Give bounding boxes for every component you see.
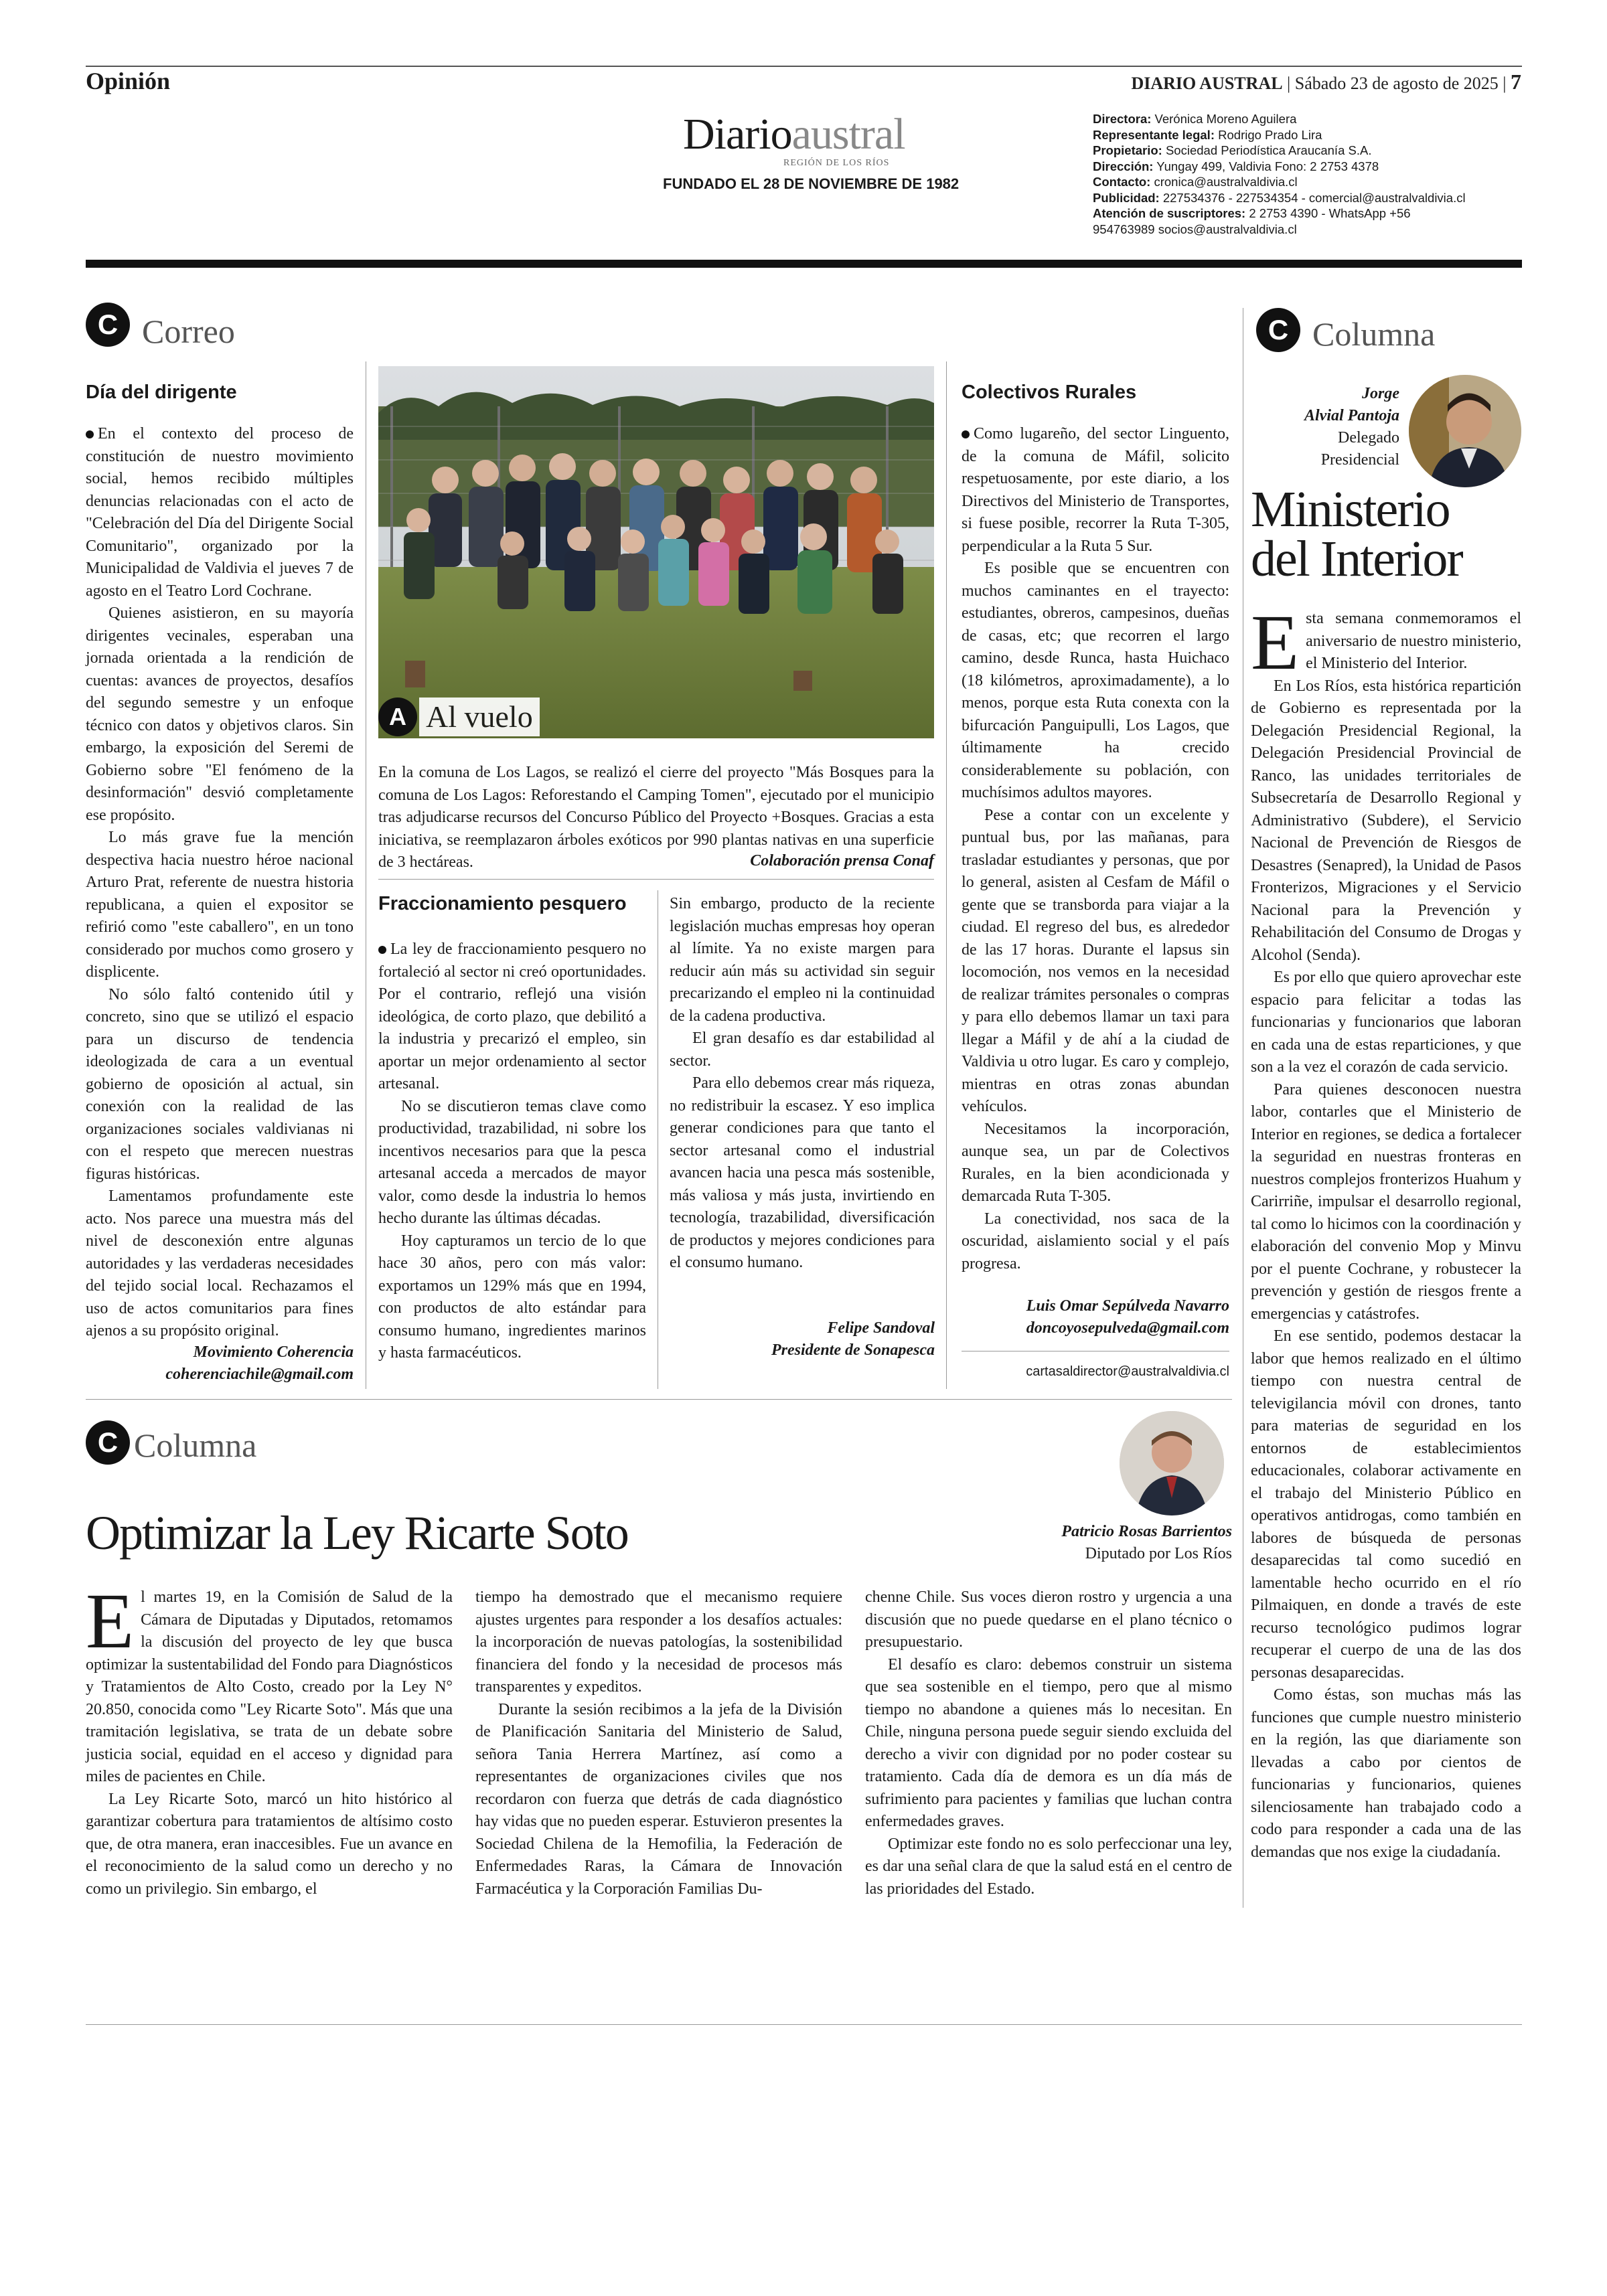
column-title-line: Ministerio <box>1251 481 1450 538</box>
caption-text: En la comuna de Los Lagos, se realizó el cierre del proyecto "Más Bosques para la comuna de Los Lagos: Reforestando el Camping Tomen", ejecutado por el municipio tras adjudicarse recursos del Concurso Público del Proyecto +Bosques. Gracias a esta iniciativa, se reemplazaron árboles exóticos por 990 plantas nativas en una superficie de 3 hectáreas. <box>378 764 934 871</box>
paragraph: Optimizar este fondo no es solo perfeccionar una ley, es dar una señal clara de que la salud está en el centro de las prioridades del Estado. <box>865 1835 1232 1898</box>
signature-email: coherenciachile@gmail.com <box>165 1366 354 1383</box>
section-label-columna: Columna <box>1312 315 1436 353</box>
header-sep: | <box>1503 74 1511 93</box>
paragraph: Es posible que se encuentren con muchos caminantes en el trayecto: estudiantes, obreros, campesinos, dueñas de casas, etc; que recorren el largo camino, desde Runca, hasta Huichaco (18 kilómetros, aproximadamente), a lo menos, porque esta Ruta conexta con la bifurcación Panguipulli, Los Lagos, que últimamente ha crecido considerablemente su población, con muchísimos adultos mayores. <box>962 560 1229 801</box>
paragraph: Para quienes desconocen nuestra labor, contarles que el Ministerio de Interior en regiones, se dedica a fortalecer la seguridad en nuestras fronteras en nuestros complejos fronterizos Huahum y Carirriñe, impulsar el desarrollo regional, tal como lo hicimos con la coordinación y elaboración del convenio Mop y Minvu por el puente Cochrane, y robustecer la prevención y gestión de riesgos frente a emergencias y catástrofes. <box>1251 1080 1521 1323</box>
paragraph: Sin embargo, producto de la reciente legislación muchas empresas hoy operan al límite. Ya no existe margen para reducir aún más su actividad sin seguir precarizando el empleo ni la continuidad de la cadena productiva. <box>670 895 935 1025</box>
header-sep: | <box>1287 74 1295 93</box>
page-header-info <box>1131 70 1521 94</box>
author-role: Presidencial <box>1320 451 1399 469</box>
top-rule <box>86 66 1522 67</box>
article-title: Colectivos Rurales <box>962 382 1137 403</box>
section-rule <box>378 879 934 880</box>
paragraph: En Los Ríos, esta histórica repartición de Gobierno es representada por la Delegación Presidencial Regional, la Delegación Presidencial Provincial de Ranco, las unidades territoriales de Subsecretaría de Desarrollo Regional y Administrativo (Subdere), el Servicio Nacional de Prevención de Riesgos de Desastres (Senapred), la Unidad de Pasos Fronterizos, Migraciones y el Servicio Nacional para la Prevención y Rehabilitación del Consumo de Drogas y Alcohol (Senda). <box>1251 677 1521 964</box>
section-badge: C <box>86 303 130 347</box>
logo-word-1: Diario <box>683 110 792 159</box>
column-title <box>1251 481 1462 587</box>
paragraph: La ley de fraccionamiento pesquero no fortaleció al sector ni creó oportunidades. Por el contrario, reflejó una visión ideológica, de corto plazo, que debilitó a la industria y precarizó el empleo, sin aportar un mejor ordenamiento al sector artesanal. <box>378 940 646 1092</box>
bullet-icon <box>378 946 386 954</box>
masthead-row: Atención de suscriptores: 2 2753 4390 - WhatsApp +56 954763989 socios@australvaldivia.cl <box>1093 206 1411 236</box>
author-avatar <box>1409 375 1521 487</box>
article-body-fraccionamiento-col1 <box>378 938 646 1365</box>
paragraph: En ese sentido, podemos destacar la labor que hemos realizado en el último tiempo con nuestra central de televigilancia móvil con drones, tanto para materias de seguridad en los entornos de establecimientos educacionales, colaborar activamente en el trabajo del Ministerio Público en operativos antidrogas, como también en labores de búsqueda de personas desaparecidas tal como sucedió en lamentable hecho ocurrido en el río Pilmaiquen, en donde a través de este recurso tecnológico pudimos lograr recuperar el cuerpo de una de las dos personas desaparecidas. <box>1251 1327 1521 1682</box>
paragraph: La Ley Ricarte Soto, marcó un hito histórico al garantizar cobertura para tratamientos de altísimo costo que, de otra manera, eran inaccesibles. Fue un avance en el reconocimiento de la salud como un derecho y no como un privilegio. Sin embargo, el <box>86 1790 453 1898</box>
logo-subtitle: REGIÓN DE LOS RÍOS <box>783 158 890 168</box>
logo-word-2: austral <box>791 110 905 159</box>
founded-line: FUNDADO EL 28 DE NOVIEMBRE DE 1982 <box>663 175 960 192</box>
article-signature <box>670 1317 935 1362</box>
article-body-colectivos <box>962 423 1229 1275</box>
signature-name: Felipe Sandoval <box>827 1319 935 1337</box>
author-block <box>951 1521 1232 1565</box>
masthead-staff <box>1093 111 1468 237</box>
paragraph: tiempo ha demostrado que el mecanismo requiere ajustes urgentes para responder a los desafíos actuales: la incorporación de nuevas patologías, la sostenibilidad financiera del fondo y la necesidad de procesos más transparentes y expeditos. <box>475 1588 842 1696</box>
column-body-ministerio <box>1251 598 1521 1864</box>
article-body-dia-dirigente <box>86 423 354 1343</box>
masthead-row: Representante legal: Rodrigo Prado Lira <box>1093 127 1322 142</box>
paragraph: Como lugareño, del sector Linguento, de la comuna de Máfil, solicito respetuosamente, por este diario, a los Directivos del Ministerio de Transportes, si fuese posible, recorrer la Ruta T-305, perpendicular a la Ruta 5 Sur. <box>962 425 1229 555</box>
section-name: Opinión <box>86 68 171 94</box>
signature-email: doncoyosepulveda@gmail.com <box>1026 1319 1229 1337</box>
paragraph: chenne Chile. Sus voces dieron rostro y urgencia a una discusión que no puede quedarse en el plano técnico o presupuestario. <box>865 1588 1232 1651</box>
article-title: Fraccionamiento pesquero <box>378 893 627 914</box>
paper-name: DIARIO AUSTRAL <box>1131 74 1283 93</box>
paragraph: Esta semana conmemoramos el aniversario de nuestro ministerio, el Ministerio del Interior. <box>1251 598 1521 686</box>
paragraph: En el contexto del proceso de constitución de nuestro movimiento social, hemos recibido múltiples denuncias relacionadas con el acto de "Celebración del Día del Dirigente Social Comunitario", organizado por la Municipalidad de Valdivia el jueves 7 de agosto en el Teatro Lord Cochrane. <box>86 425 354 600</box>
author-block <box>1256 383 1399 471</box>
signature-name: Movimiento Coherencia <box>193 1343 354 1361</box>
masthead-row: Directora: Verónica Moreno Aguilera <box>1093 112 1297 126</box>
article-signature <box>962 1295 1229 1339</box>
footer-rule <box>86 2024 1522 2025</box>
bullet-icon <box>962 430 970 438</box>
article-title: Día del dirigente <box>86 382 237 403</box>
author-name: Patricio Rosas Barrientos <box>1061 1523 1232 1540</box>
article-body-fraccionamiento-col2 <box>670 893 935 1275</box>
column-title-line: del Interior <box>1251 531 1462 587</box>
masthead-row: Dirección: Yungay 499, Valdivia Fono: 2 2753 4378 <box>1093 159 1379 173</box>
section-rule <box>86 1399 1232 1400</box>
author-avatar <box>1120 1411 1224 1515</box>
author-portrait <box>1120 1411 1224 1515</box>
paragraph: Es por ello que quiero aprovechar este espacio para felicitar a todas las funcionarias y funcionarios que laboran en cada una de estas reparticiones, y que son a la vez el corazón de cada servicio. <box>1251 969 1521 1076</box>
author-last-name: Alvial Pantoja <box>1304 407 1399 424</box>
author-role: Delegado <box>1338 429 1399 446</box>
section-label-columna: Columna <box>134 1426 257 1464</box>
issue-date: Sábado 23 de agosto de 2025 <box>1294 74 1499 93</box>
column-body-ricarte-col2 <box>475 1586 842 1900</box>
signature-role: Presidente de Sonapesca <box>771 1341 935 1359</box>
paragraph: La conectividad, nos saca de la oscuridad, aislamiento social y el país progresa. <box>962 1210 1229 1273</box>
paragraph: Quienes asistieron, en su mayoría dirigentes vecinales, esperaban una jornada orientada a la rendición de cuentas: avances de proyectos, desafíos del segundo semestre y un enfoque técnico con datos y objetivos claros. Sin embargo, la exposición del Seremi de Gobierno sobre "El fenómeno de la desinformación" desvió completamente ese propósito. <box>86 604 354 824</box>
paragraph: Lamentamos profundamente este acto. Nos parece una muestra más del nivel de desconexión entre algunas autoridades y las verdaderas necesidades del tejido social local. Rechazamos el uso de actos comunitarios para fines ajenos a su propósito original. <box>86 1187 354 1339</box>
author-role: Diputado por Los Ríos <box>1085 1545 1232 1562</box>
column-body-ricarte-col1 <box>86 1577 453 1900</box>
article-signature <box>86 1341 354 1386</box>
paragraph: El gran desafío es dar estabilidad al sector. <box>670 1030 935 1070</box>
section-badge: C <box>1256 308 1300 352</box>
drop-cap: E <box>1251 598 1300 686</box>
bullet-icon <box>86 430 94 438</box>
photo-credit: Colaboración prensa Conaf <box>750 852 934 870</box>
paragraph: No sólo faltó contenido útil y concreto, sino que se utilizó el espacio para un discurso de tendencia ideologizada de cara a un eventual gobierno de oposición al actual, sin conexión con la realidad de las organizaciones sociales valdivianas ni con el respeto que merecen nuestras figuras históricas. <box>86 985 354 1183</box>
al-vuelo-photo <box>378 366 934 738</box>
newspaper-logo <box>683 112 905 157</box>
header-thick-rule <box>86 260 1522 268</box>
paragraph: No se discutieron temas clave como productividad, trazabilidad, ni sobre los incentivos necesarios para que la pesca artesanal acceda a mercados de mayor valor, como desde la industria lo hemos hecho durante las últimas décadas. <box>378 1097 646 1227</box>
page-number: 7 <box>1511 70 1521 94</box>
paragraph: Como éstas, son muchas más las funciones que cumple nuestro ministerio en la región, las que diariamente son llevadas a cabo por cientos de funcionarias y funcionarios, quienes silenciosamente han trabajado codo a codo para responder a cada una de las demandas que nos exige la ciudadanía. <box>1251 1686 1521 1861</box>
paragraph: Lo más grave fue la mención despectiva hacia nuestro héroe nacional Arturo Prat, referente de nuestra historia republicana, a quien el expositor se refirió como "este caballero", en un tono considerado por muchos como grosero y displicente. <box>86 829 354 981</box>
masthead-row: Contacto: cronica@australvaldivia.cl <box>1093 175 1298 189</box>
letters-email: cartasaldirector@australvaldivia.cl <box>1026 1364 1229 1379</box>
section-badge: C <box>86 1420 130 1465</box>
paragraph: Durante la sesión recibimos a la jefa de la División de Planificación Sanitaria del Ministerio de Salud, señora Tania Herrera Martínez, así como a representantes de organizaciones civiles que nos recordaron con fuerza que detrás de cada diagnóstico hay vidas que no pueden esperar. Estuvieron presentes la Sociedad Chilena de la Hemofilia, la Federación de Enfermedades Raras, la Cámara de Innovación Farmacéutica y la Corporación Familias Du- <box>475 1700 842 1898</box>
column-divider <box>946 361 947 1389</box>
masthead-row: Propietario: Sociedad Periodística Araucanía S.A. <box>1093 143 1372 157</box>
author-first-name: Jorge <box>1362 385 1399 402</box>
drop-cap: E <box>86 1577 135 1665</box>
paragraph: Hoy capturamos un tercio de lo que hace 30 años, pero con más valor: exportamos un 129% más que en 1994, con productos de alto estándar para consumo humano, ingredientes marinos y hasta farmacéuticos. <box>378 1232 646 1362</box>
column-body-ricarte-col3 <box>865 1586 1232 1900</box>
group-photo-image <box>378 366 934 738</box>
column-title: Optimizar la Ley Ricarte Soto <box>86 1506 628 1560</box>
al-vuelo-badge: A <box>378 698 417 736</box>
paragraph: Necesitamos la incorporación, aunque sea, un par de Colectivos Rurales, en la bien acondicionada y demarcada Ruta T-305. <box>962 1120 1229 1205</box>
author-portrait <box>1409 375 1521 487</box>
paragraph: El martes 19, en la Comisión de Salud de la Cámara de Diputadas y Diputados, retomamos la discusión del proyecto de ley que busca optimizar la sustentabilidad del Fondo para Diagnósticos y Tratamientos de Alto Costo, creado por la Ley N° 20.850, conocida como "Ley Ricarte Soto". Más que una tramitación legislativa, se trata de un debate sobre justicia social, equidad en el acceso y dignidad para miles de pacientes en Chile. <box>86 1577 453 1785</box>
paragraph: Para ello debemos crear más riqueza, no redistribuir la escasez. Y eso implica generar condiciones para que tanto el sector artesanal como el industrial avancen hacia una pesca más sostenible, más valiosa y más justa, invirtiendo en tecnología, trazabilidad, diversificación de productos y mejores condiciones para el consumo humano. <box>670 1074 935 1271</box>
paragraph: Pese a contar con un excelente y puntual bus, por las mañanas, para trasladar estudiantes y personas, que por lo general, asisten al Cesfam de Máfil o gente que se transborda para viajar a la ciudad. El regreso del bus, es alrededor de las 17 horas. Durante el lapsus sin locomoción, nos vemos en la necesidad de realizar trámites personales o compras y para ello debemos llamar un taxi para llegar a Máfil y de ahí a la ciudad de Valdivia u otro lugar. Es caro y complejo, mientras en otras zonas abundan vehículos. <box>962 806 1229 1115</box>
section-label-correo: Correo <box>142 313 235 350</box>
masthead-row: Publicidad: 227534376 - 227534354 - comercial@australvaldivia.cl <box>1093 190 1466 205</box>
signature-name: Luis Omar Sepúlveda Navarro <box>1026 1297 1229 1315</box>
al-vuelo-label: Al vuelo <box>419 698 540 736</box>
paragraph: El desafío es claro: debemos construir un sistema que sea sostenible en el tiempo, pero que al mismo tiempo no abandone a quienes más lo necesitan. En Chile, ninguna persona puede seguir siendo excluida del derecho a vivir con dignidad por no poder costear su tratamiento. Cada día de demora es un día más de sufrimiento para pacientes y familias que luchan contra enfermedades graves. <box>865 1655 1232 1830</box>
